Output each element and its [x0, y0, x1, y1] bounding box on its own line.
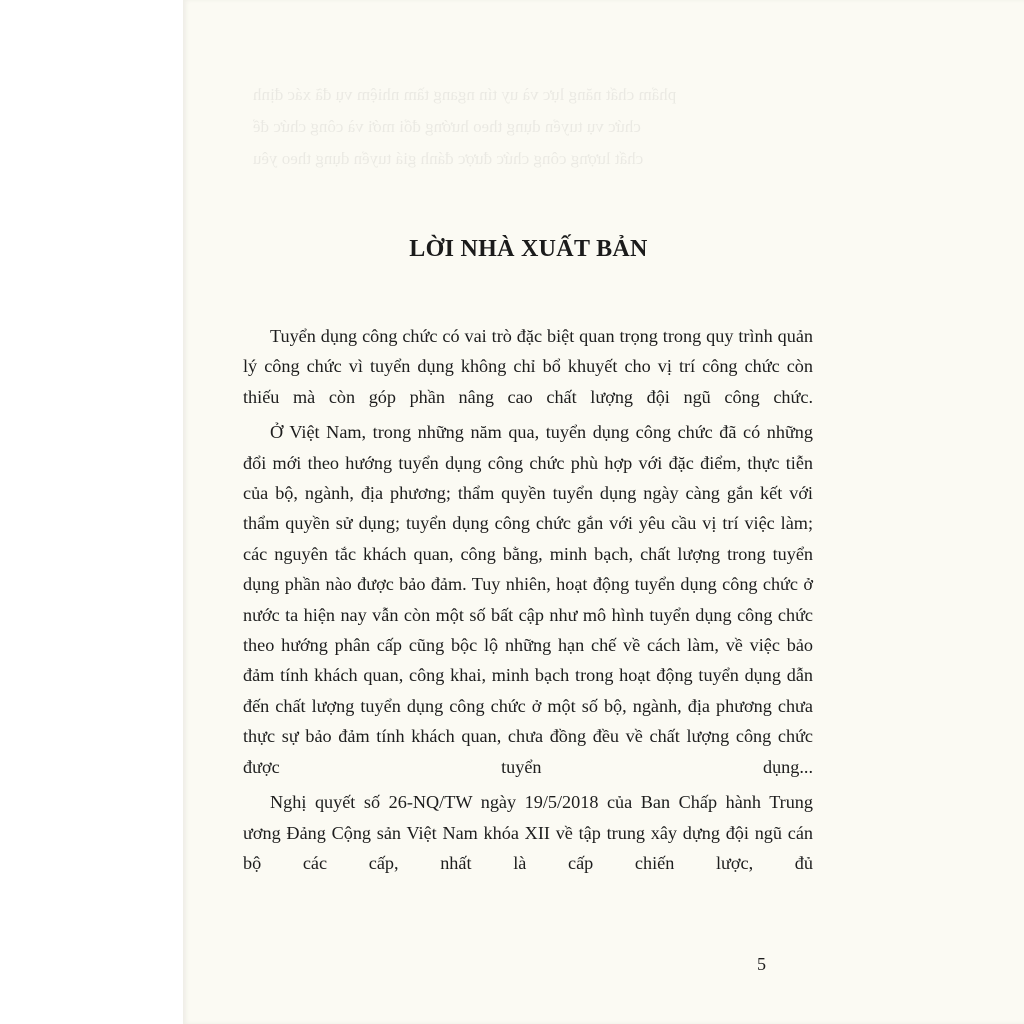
body-text	[243, 321, 813, 883]
bleed-through-shadow: chất lượng công chức được đánh giá tuyển dụng theo yêu	[253, 149, 644, 168]
paragraph-1: Tuyển dụng công chức có vai trò đặc biệt quan trọng trong quy trình quản lý công chức vì tuyển dụng không chỉ bổ khuyết cho vị trí công chức còn thiếu mà còn góp phần nâng cao chất lượng đội ngũ công chức.	[243, 326, 813, 407]
page-number: 5	[757, 954, 766, 974]
paragraph-2: Ở Việt Nam, trong những năm qua, tuyển dụng công chức đã có những đổi mới theo hướng tuyển dụng công chức phù hợp với đặc điểm, thực tiễn của bộ, ngành, địa phương; thẩm quyền tuyển dụng ngày càng gắn kết với thẩm quyền sử dụng; tuyển dụng công chức gắn với yêu cầu vị trí việc làm; các nguyên tắc khách quan, công bằng, minh bạch, chất lượng trong tuyển dụng phần nào được bảo đảm. Tuy nhiên, hoạt động tuyển dụng công chức ở nước ta hiện nay vẫn còn một số bất cập như mô hình tuyển dụng công chức theo hướng phân cấp cũng bộc lộ những hạn chế về cách làm, về việc bảo đảm tính khách quan, công khai, minh bạch trong hoạt động tuyển dụng dẫn đến chất lượng tuyển dụng công chức ở một số bộ, ngành, địa phương chưa thực sự bảo đảm tính khách quan, chưa đồng đều về chất lượng công chức được tuyển dụng...	[243, 422, 813, 777]
book-page	[183, 0, 1024, 1024]
bleed-through-shadow: chức vụ tuyển dụng theo hướng đổi mới và công chức để	[253, 117, 641, 136]
paragraph-3: Nghị quyết số 26-NQ/TW ngày 19/5/2018 của Ban Chấp hành Trung ương Đảng Cộng sản Việt Nam khóa XII về tập trung xây dựng đội ngũ cán bộ các cấp, nhất là cấp chiến lược, đủ	[243, 792, 813, 873]
bleed-through-shadow: phẩm chất năng lực và uy tín ngang tầm nhiệm vụ đã xác định	[253, 85, 677, 104]
page-title: LỜI NHÀ XUẤT BẢN	[409, 236, 648, 262]
